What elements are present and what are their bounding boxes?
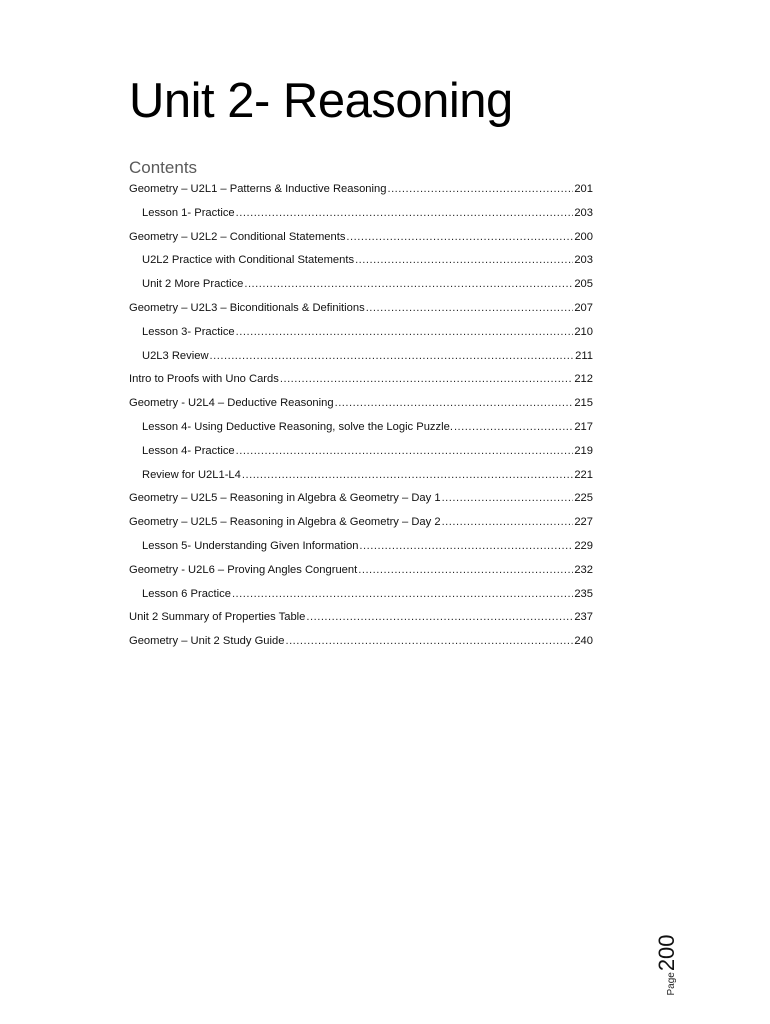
toc-entry-label[interactable]: Review for U2L1-L4 xyxy=(142,468,241,481)
dot-leader xyxy=(442,514,574,530)
toc-entry-label[interactable]: Lesson 4- Practice xyxy=(142,444,235,457)
toc-entry-page[interactable]: 221 xyxy=(574,468,593,481)
dot-leader xyxy=(236,324,574,340)
dot-leader xyxy=(335,395,574,411)
toc-entry[interactable] xyxy=(129,229,593,253)
toc-entry-label[interactable]: Unit 2 More Practice xyxy=(142,278,244,291)
dot-leader xyxy=(355,252,573,268)
toc-entry-label[interactable]: Geometry – U2L1 – Patterns & Inductive Reasoning xyxy=(129,183,387,195)
dot-leader xyxy=(306,609,573,625)
toc-entry-label[interactable]: U2L2 Practice with Conditional Statements xyxy=(142,254,355,267)
toc-entry-label[interactable]: Geometry – U2L2 – Conditional Statements xyxy=(129,230,346,243)
toc-entry-label[interactable]: U2L3 Review xyxy=(142,349,209,362)
toc-entry-page[interactable]: 201 xyxy=(574,183,593,195)
toc-entry-label[interactable]: Intro to Proofs with Uno Cards xyxy=(129,373,279,386)
toc-entry-page[interactable]: 207 xyxy=(574,301,593,314)
toc-entry-label[interactable]: Geometry – U2L5 – Reasoning in Algebra & Geometry – Day 1 xyxy=(129,492,441,505)
toc-entry-page[interactable]: 205 xyxy=(574,278,593,291)
toc-entry-page[interactable]: 212 xyxy=(574,373,593,386)
toc-entry-label[interactable]: Geometry - U2L4 – Deductive Reasoning xyxy=(129,397,334,410)
toc-entry-label[interactable]: Lesson 5- Understanding Given Information xyxy=(142,539,359,552)
toc-entry[interactable] xyxy=(129,633,593,657)
toc-entry[interactable] xyxy=(129,538,593,562)
toc-entry[interactable] xyxy=(129,443,593,467)
toc-entry[interactable] xyxy=(129,609,593,633)
toc-entry-page[interactable]: 215 xyxy=(574,397,593,410)
page-number-footer xyxy=(652,930,682,1000)
toc-entry-label[interactable]: Unit 2 Summary of Properties Table xyxy=(129,611,306,624)
document-title: Unit 2- Reasoning xyxy=(129,74,513,128)
dot-leader xyxy=(210,348,575,364)
toc-entry[interactable] xyxy=(129,324,593,348)
toc-entry[interactable] xyxy=(129,371,593,395)
toc-entry-label[interactable]: Geometry – U2L3 – Biconditionals & Definitions xyxy=(129,301,365,314)
toc-entry[interactable] xyxy=(129,348,593,372)
toc-entry-label[interactable]: Lesson 3- Practice xyxy=(142,325,235,338)
dot-leader xyxy=(242,467,573,483)
dot-leader xyxy=(244,276,573,292)
toc-entry-page[interactable]: 237 xyxy=(574,611,593,624)
toc-entry[interactable] xyxy=(129,562,593,586)
toc-entry-label[interactable]: Geometry - U2L6 – Proving Angles Congruent xyxy=(129,563,358,576)
dot-leader xyxy=(442,490,574,506)
toc-entry-page[interactable]: 240 xyxy=(574,635,593,648)
toc-entry-page[interactable]: 229 xyxy=(574,539,593,552)
toc-entry[interactable] xyxy=(129,419,593,443)
dot-leader xyxy=(232,586,573,602)
table-of-contents xyxy=(129,181,593,657)
dot-leader xyxy=(280,371,573,387)
toc-entry[interactable] xyxy=(129,395,593,419)
toc-entry-page[interactable]: 203 xyxy=(574,206,593,219)
toc-entry-label[interactable]: Lesson 1- Practice xyxy=(142,206,235,219)
dot-leader xyxy=(358,562,573,578)
toc-entry-page[interactable]: 227 xyxy=(574,516,593,529)
toc-entry-page[interactable]: 210 xyxy=(574,325,593,338)
toc-entry-page[interactable]: 235 xyxy=(574,587,593,600)
toc-entry-page[interactable]: 203 xyxy=(574,254,593,267)
toc-entry[interactable] xyxy=(129,252,593,276)
dot-leader xyxy=(236,443,574,459)
toc-entry[interactable] xyxy=(129,586,593,610)
dot-leader xyxy=(366,300,574,316)
dot-leader xyxy=(454,419,573,435)
toc-entry[interactable] xyxy=(129,300,593,324)
dot-leader xyxy=(236,205,574,221)
toc-entry-page[interactable]: 211 xyxy=(575,349,593,362)
toc-entry-label[interactable]: Geometry – U2L5 – Reasoning in Algebra & Geometry – Day 2 xyxy=(129,516,441,529)
dot-leader xyxy=(359,538,573,554)
contents-heading: Contents xyxy=(129,158,198,177)
toc-entry-label[interactable]: Geometry – Unit 2 Study Guide xyxy=(129,635,285,648)
toc-entry[interactable] xyxy=(129,276,593,300)
toc-entry-page[interactable]: 219 xyxy=(574,444,593,457)
page-number: 200 xyxy=(654,934,679,972)
toc-entry-page[interactable]: 232 xyxy=(574,563,593,576)
toc-entry-page[interactable]: 225 xyxy=(574,492,593,505)
toc-entry[interactable] xyxy=(129,467,593,491)
toc-entry[interactable] xyxy=(129,490,593,514)
page-word: Page xyxy=(666,972,677,996)
toc-entry[interactable] xyxy=(129,181,593,205)
toc-entry-label[interactable]: Lesson 4- Using Deductive Reasoning, solve the Logic Puzzle. xyxy=(142,420,453,433)
dot-leader xyxy=(285,633,573,649)
toc-entry-page[interactable]: 217 xyxy=(574,420,593,433)
dot-leader xyxy=(346,229,573,245)
dot-leader xyxy=(387,181,573,197)
toc-entry[interactable] xyxy=(129,205,593,229)
toc-entry-label[interactable]: Lesson 6 Practice xyxy=(142,587,231,600)
toc-entry-page[interactable]: 200 xyxy=(574,230,593,243)
toc-entry[interactable] xyxy=(129,514,593,538)
